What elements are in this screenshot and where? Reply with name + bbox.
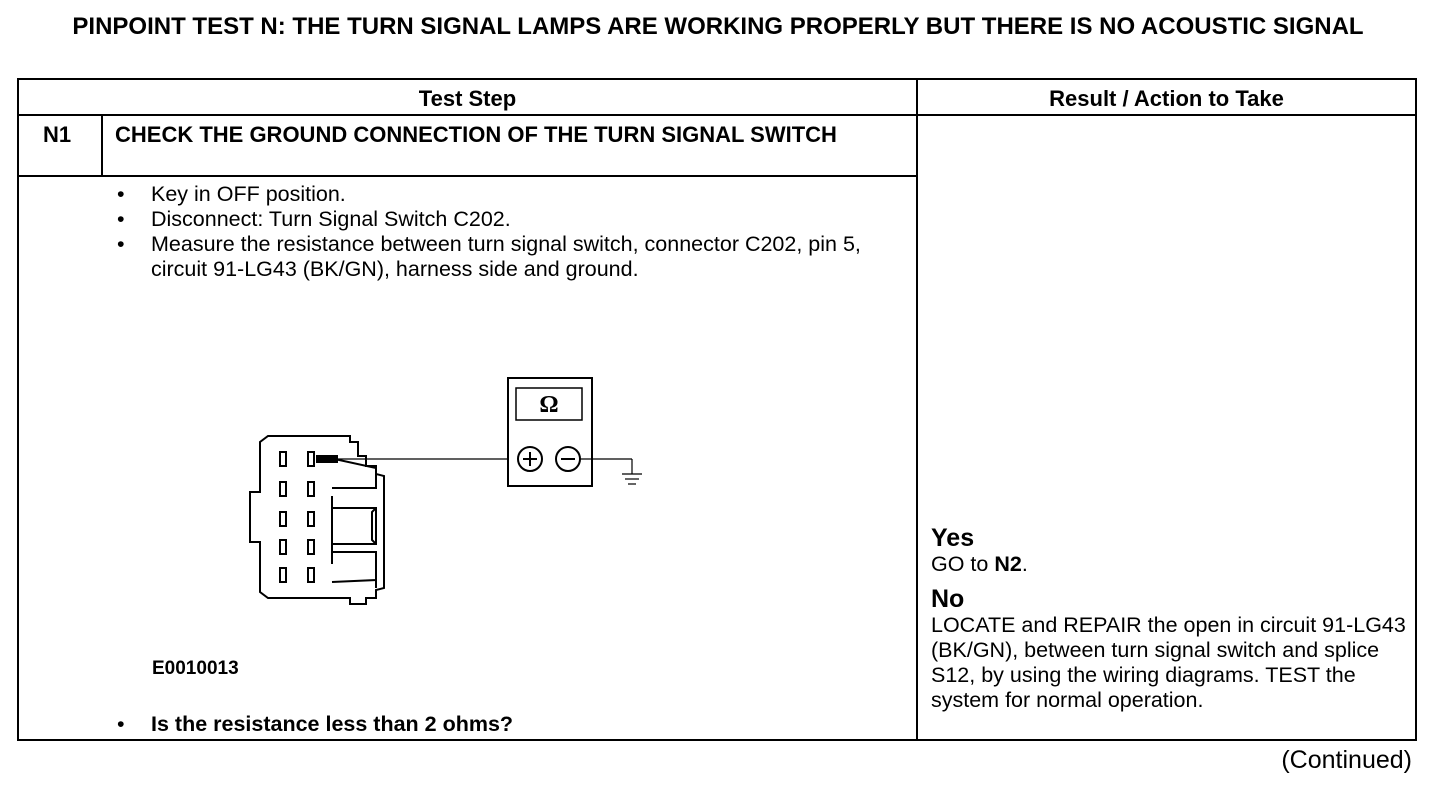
page-title: PINPOINT TEST N: THE TURN SIGNAL LAMPS ARE WORKING PROPERLY BUT THERE IS NO ACOUSTIC SIGNAL (72, 13, 1364, 40)
positive-terminal-icon (518, 447, 542, 471)
bullet-marker: • (117, 232, 125, 256)
step-number: N1 (43, 122, 72, 147)
step-instructions (111, 182, 911, 282)
continued-label: (Continued) (1281, 746, 1412, 774)
result-yes-text (931, 552, 1411, 577)
bullet-marker: • (117, 207, 125, 231)
instruction-text: Measure the resistance between turn signal switch, connector C202, pin 5, circuit 91-LG43 (BK/GN), harness side and ground. (151, 232, 861, 281)
instruction-text: Disconnect: Turn Signal Switch C202. (151, 207, 511, 231)
instruction-text: Key in OFF position. (151, 182, 346, 206)
yes-prefix: GO to (931, 552, 995, 576)
ground-icon (622, 474, 642, 484)
column-header-test-step: Test Step (418, 86, 517, 111)
column-divider (916, 80, 918, 739)
instruction-item (111, 182, 911, 207)
ohmmeter-connector-diagram (200, 296, 660, 616)
step-title: CHECK THE GROUND CONNECTION OF THE TURN SIGNAL SWITCH (115, 122, 837, 147)
result-actions (931, 524, 1411, 713)
instruction-item (111, 207, 911, 232)
result-no-text: LOCATE and REPAIR the open in circuit 91-LG43 (BK/GN), between turn signal switch and splice S12, by using the wiring diagrams. TEST the system for normal operation. (931, 613, 1406, 712)
bullet-marker: • (117, 182, 125, 206)
negative-terminal-icon (556, 447, 580, 471)
result-yes-label: Yes (931, 524, 975, 552)
question-text: Is the resistance less than 2 ohms? (151, 712, 514, 736)
probe-icon (316, 455, 338, 463)
instruction-item (111, 232, 911, 282)
step-title-divider (19, 175, 917, 177)
yes-suffix: . (1021, 552, 1028, 576)
header-divider (19, 114, 1415, 116)
goto-step-link: N2 (994, 552, 1022, 576)
bullet-marker: • (117, 712, 125, 736)
ohm-symbol: Ω (539, 392, 559, 418)
step-question (111, 712, 911, 737)
step-number-divider (101, 114, 103, 177)
result-no-label: No (931, 585, 965, 613)
column-header-result: Result / Action to Take (1049, 86, 1284, 111)
figure-code: E0010013 (152, 658, 239, 679)
